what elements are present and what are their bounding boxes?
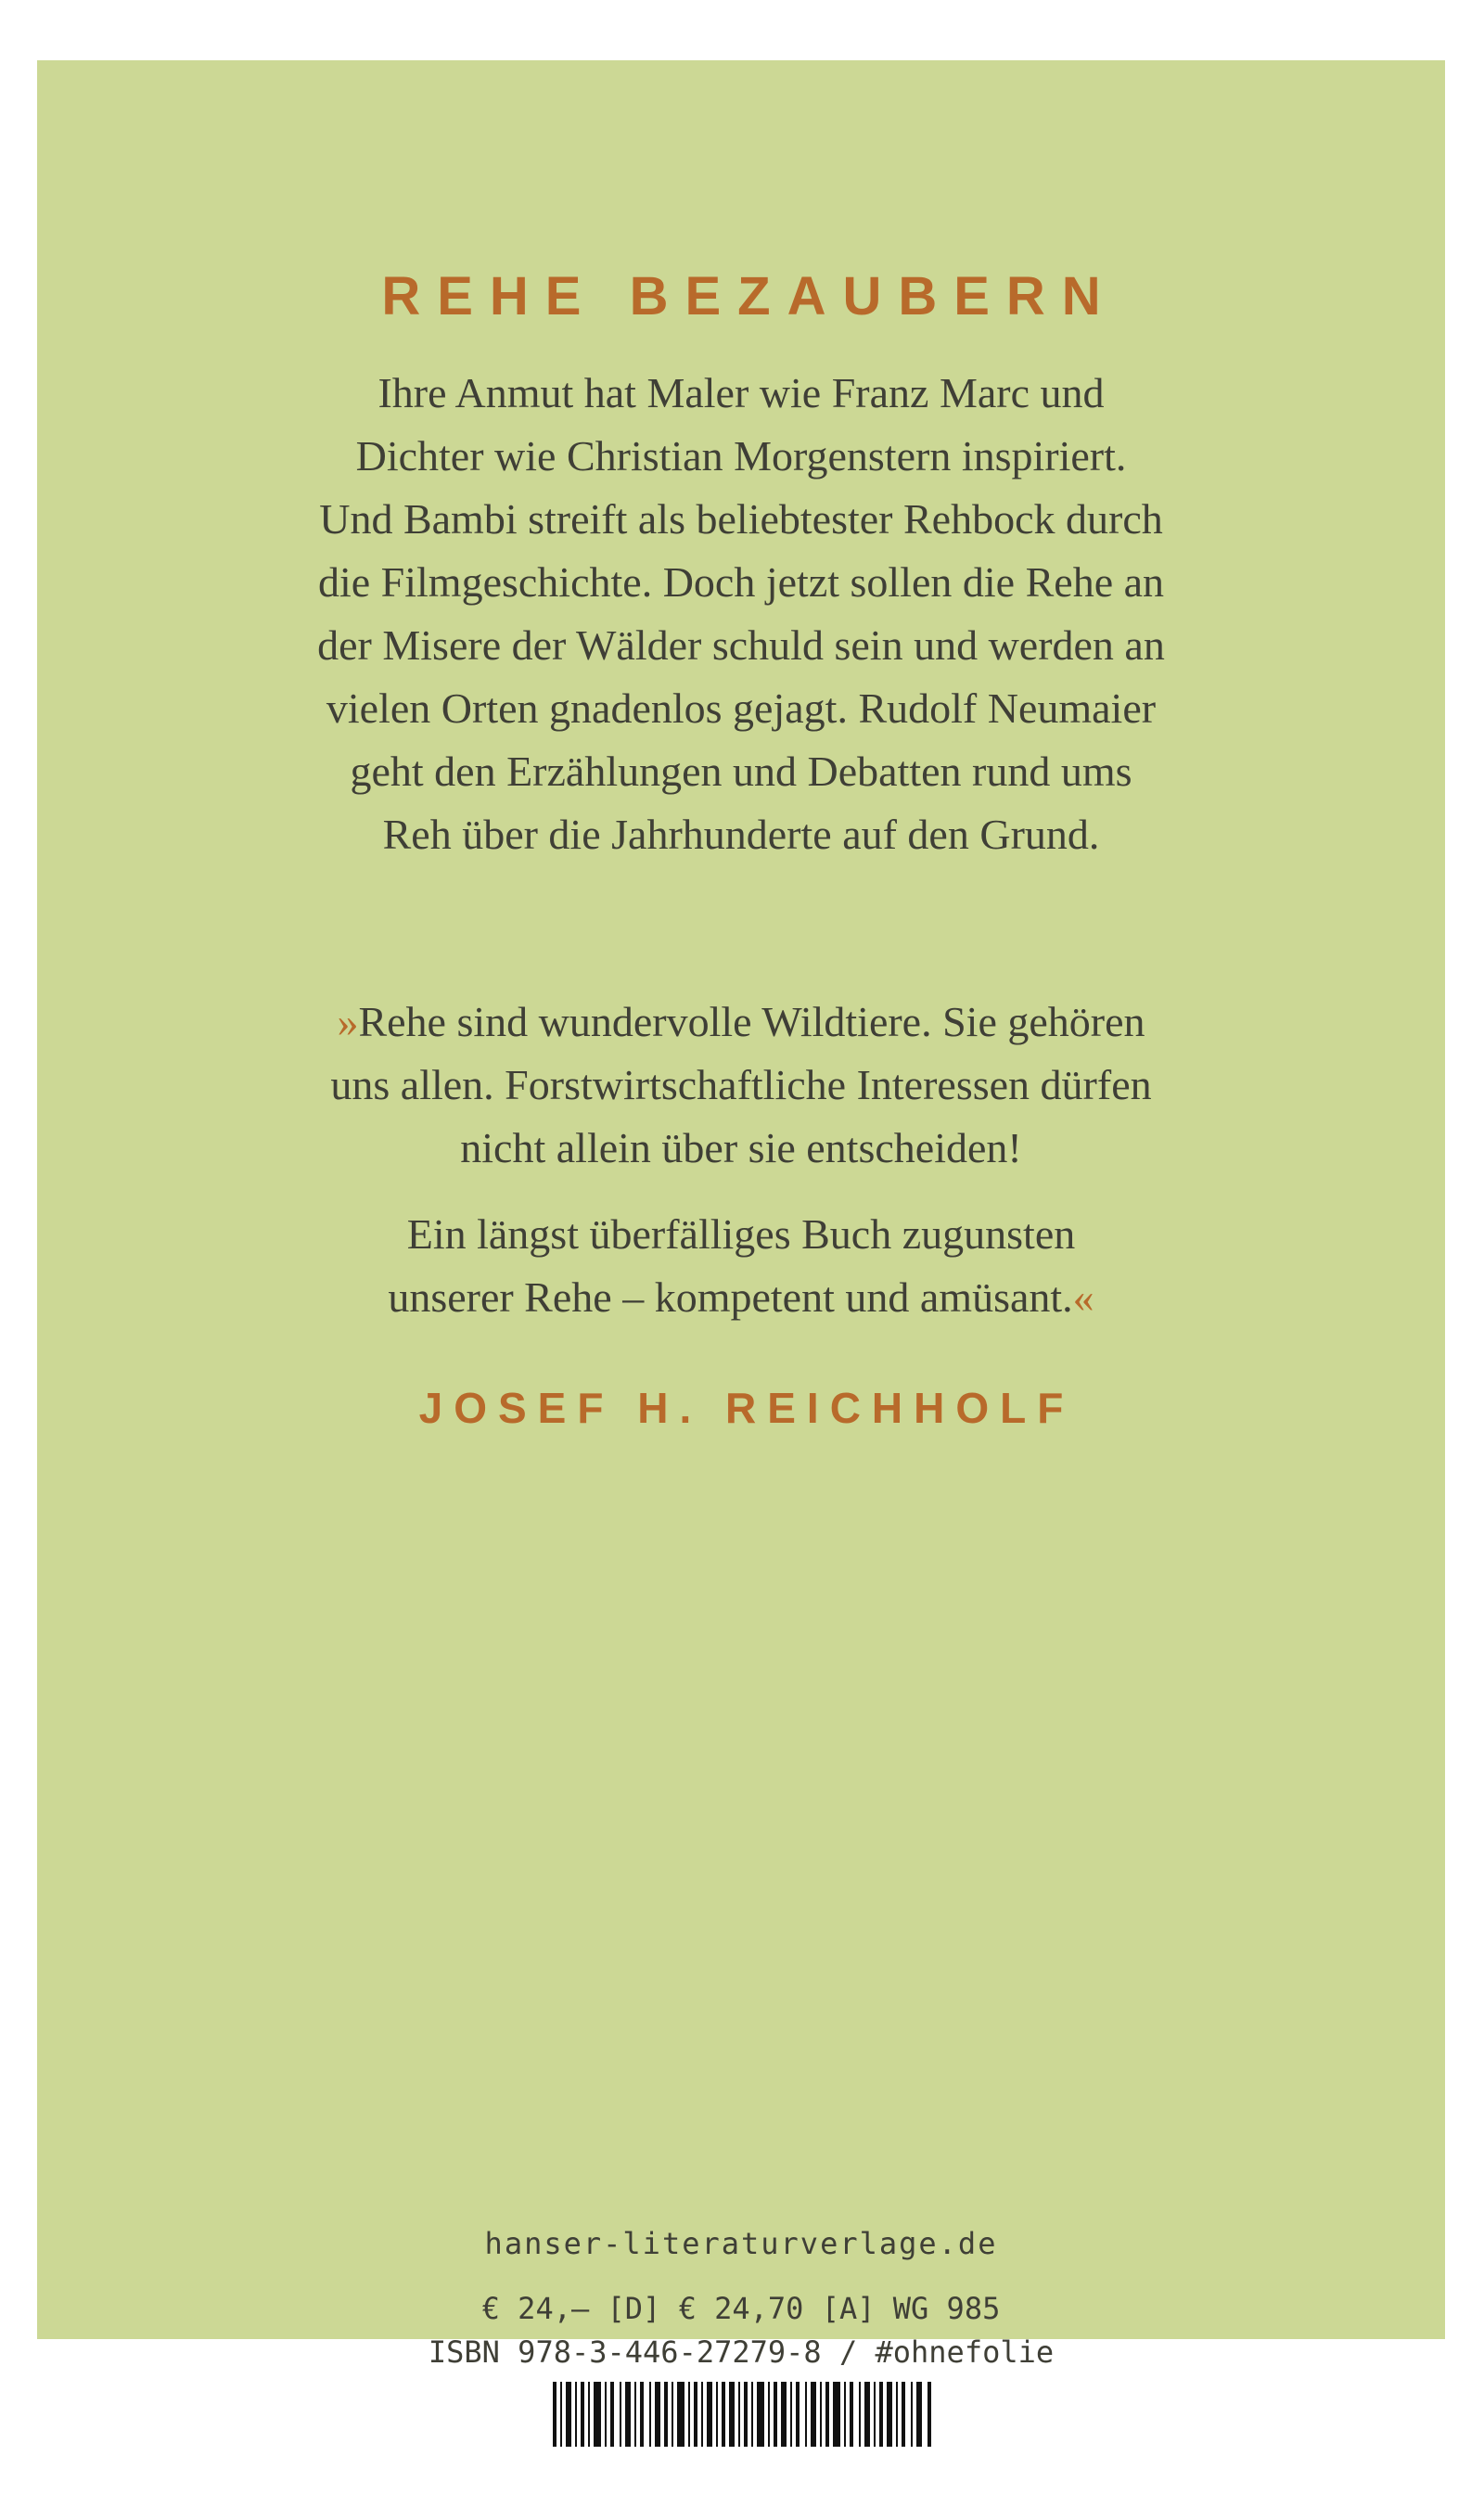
- quote-paragraph-2: [37, 1203, 1445, 1329]
- quote-line: [37, 991, 1445, 1054]
- cover-heading: REHE BEZAUBERN: [381, 266, 1118, 326]
- price-line: € 24,– [D] € 24,70 [A] WG 985: [481, 2291, 1001, 2326]
- isbn-line: ISBN 978-3-446-27279-8 / #ohnefolie: [428, 2334, 1055, 2370]
- quote-author: JOSEF H. REICHHOLF: [418, 1384, 1075, 1432]
- blurb-line: vielen Orten gnadenlos gejagt. Rudolf Neumaier: [326, 684, 1157, 732]
- quote-line-text: unserer Rehe – kompetent und amüsant.: [388, 1273, 1073, 1321]
- blurb-line: Reh über die Jahrhunderte auf den Grund.: [382, 811, 1100, 858]
- barcode-icon: [553, 2382, 933, 2447]
- close-quote-mark: «: [1072, 1273, 1094, 1321]
- blurb-text: [37, 362, 1445, 866]
- open-quote-mark: »: [337, 998, 359, 1045]
- quote-line: uns allen. Forstwirtschaftliche Interessen dürfen: [330, 1061, 1152, 1108]
- blurb-line: die Filmgeschichte. Doch jetzt sollen die Rehe an: [317, 558, 1165, 606]
- publisher-website: hanser-literaturverlage.de: [484, 2226, 998, 2261]
- quote-paragraph-1: [37, 991, 1445, 1180]
- blurb-line: Dichter wie Christian Morgenstern inspiriert.: [355, 432, 1127, 480]
- blurb-line: geht den Erzählungen und Debatten rund ums: [350, 748, 1132, 795]
- blurb-line: Und Bambi streift als beliebtester Rehbock durch: [319, 495, 1163, 543]
- blurb-line: der Misere der Wälder schuld sein und werden an: [317, 621, 1165, 669]
- quote-line: Ein längst überfälliges Buch zugunsten: [406, 1210, 1076, 1258]
- quote-line: nicht allein über sie entscheiden!: [460, 1124, 1022, 1171]
- blurb-line: Ihre Anmut hat Maler wie Franz Marc und: [377, 369, 1105, 416]
- quote-line: [37, 1266, 1445, 1329]
- quote-line-text: Rehe sind wundervolle Wildtiere. Sie gehören: [358, 998, 1145, 1045]
- back-cover-panel: [37, 60, 1445, 2370]
